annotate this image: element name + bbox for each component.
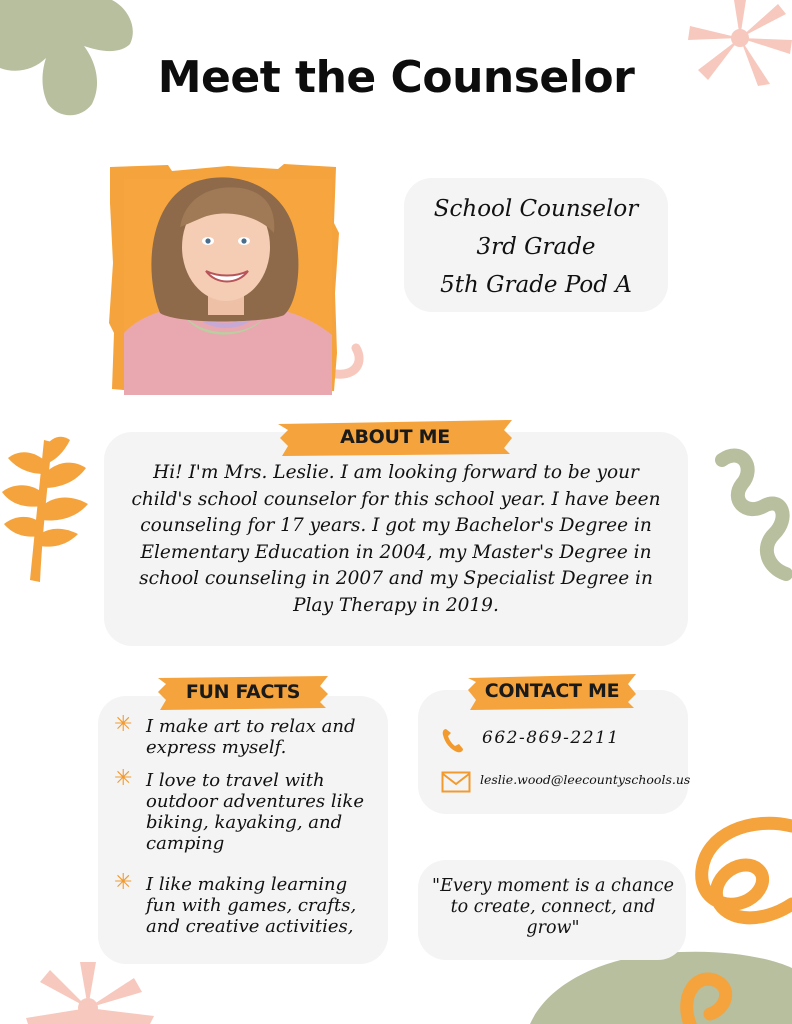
contact-heading: CONTACT ME xyxy=(484,680,620,702)
quote-text: "Every moment is a chance to create, connect, and grow" xyxy=(432,876,674,938)
pink-star-bottom-left-decoration xyxy=(24,958,156,1024)
role-pod: 5th Grade Pod A xyxy=(440,272,632,298)
asterisk-icon: ✳ xyxy=(114,766,133,791)
fun-fact-item: ✳ I like making learning fun with games, crafts, and creative activities, xyxy=(114,870,357,937)
fun-fact-item: ✳ I love to travel with outdoor adventures like biking, kayaking, and camping xyxy=(114,766,364,854)
phone-number[interactable]: 662-869-2211 xyxy=(482,728,620,748)
fun-fact-item: ✳ I make art to relax and express myself. xyxy=(114,712,356,758)
about-body: Hi! I'm Mrs. Leslie. I am looking forward to be your child's school counselor for this school year. I have been counseling for 17 years. I got my Bachelor's Degree in Elementary Education in 2004, my Master's Degree in school counseling in 2007 and my Specialist Degree in Play Therapy in 2019. xyxy=(131,462,661,616)
about-heading: ABOUT ME xyxy=(340,426,450,448)
envelope-icon xyxy=(441,771,471,793)
counselor-photo xyxy=(108,163,340,395)
role-title: School Counselor xyxy=(433,196,639,222)
phone-icon xyxy=(442,727,464,753)
email-address[interactable]: leslie.wood@leecountyschools.us xyxy=(480,772,691,787)
role-card xyxy=(404,178,668,312)
page-title: Meet the Counselor xyxy=(157,52,635,103)
asterisk-icon: ✳ xyxy=(114,870,133,895)
counselor-portrait-image xyxy=(108,163,340,395)
sage-squiggle-right-decoration xyxy=(708,446,792,596)
role-grade: 3rd Grade xyxy=(476,234,596,260)
asterisk-icon: ✳ xyxy=(114,712,133,737)
fun-facts-heading: FUN FACTS xyxy=(185,681,301,703)
orange-leaf-left-decoration xyxy=(0,430,92,586)
